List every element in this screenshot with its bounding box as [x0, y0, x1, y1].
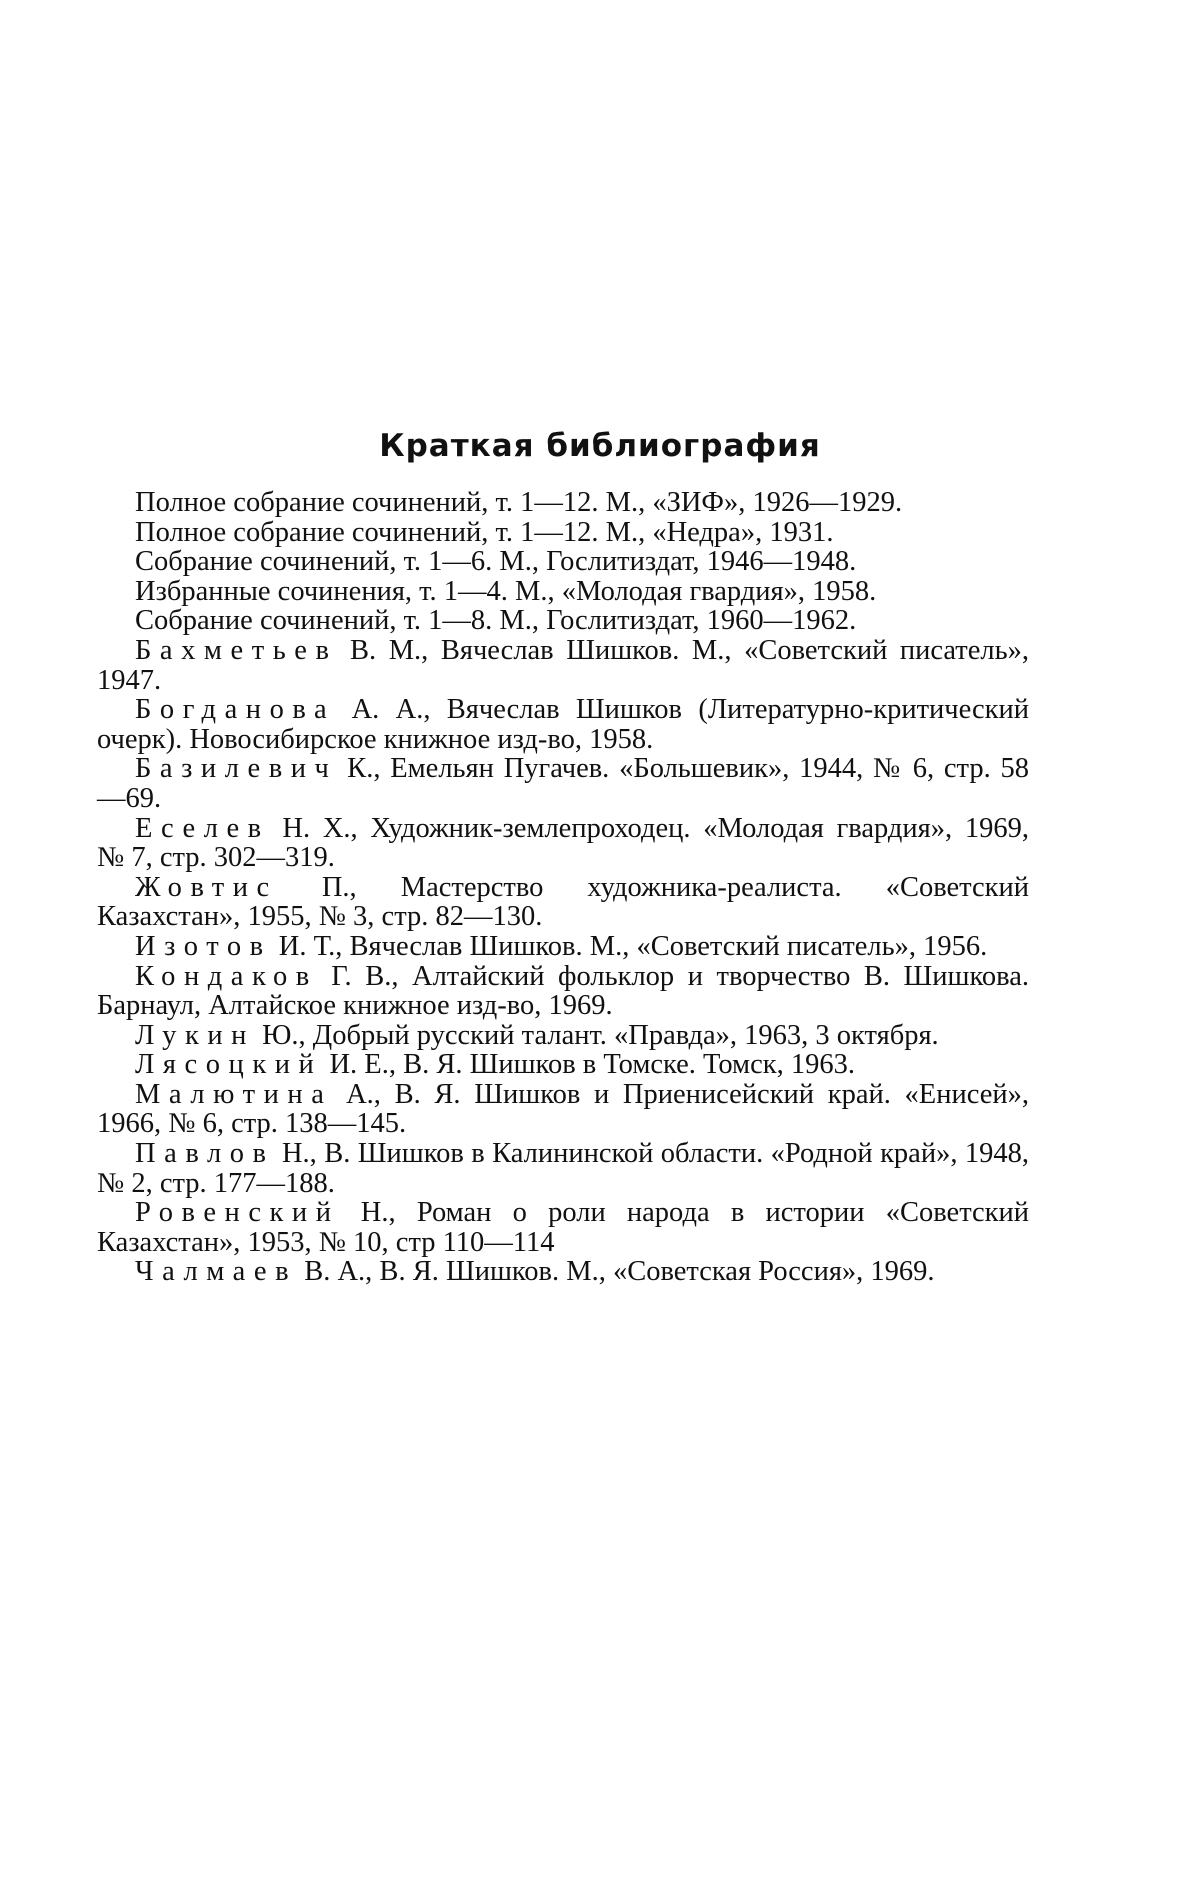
bibliography-entry: Еселев Н. Х., Художник-землепроходец. «Молодая гвардия», 1969, № 7, стр. 302—319.: [97, 812, 1029, 874]
author-name: Бахметьев: [135, 634, 338, 666]
bibliography-entry: Чалмаев В. А., В. Я. Шишков. М., «Советская Россия», 1969.: [135, 1256, 935, 1288]
author-name: Богданова: [135, 694, 336, 726]
bibliography-entry: Лясоцкий И. Е., В. Я. Шишков в Томске. Томск, 1963.: [135, 1049, 855, 1081]
bibliography-entry: Собрание сочинений, т. 1—8. М., Гослитиздат, 1960—1962.: [135, 605, 857, 637]
bibliography-entry: Собрание сочинений, т. 1—6. М., Гослитиздат, 1946—1948.: [135, 546, 857, 578]
author-name: Кондаков: [135, 960, 318, 992]
author-name: Базилевич: [135, 753, 338, 785]
bibliography-entry: Жовтис П., Мастерство художника-реалиста. «Советский Казахстан», 1955, № 3, стр. 82—130.: [97, 871, 1029, 933]
author-name: Малютина: [135, 1078, 333, 1110]
bibliography-entry: Полное собрание сочинений, т. 1—12. М., «Недра», 1931.: [135, 516, 834, 548]
bibliography-entry: Павлов Н., В. Шишков в Калининской области. «Родной край», 1948, № 2, стр. 177—188.: [97, 1138, 1029, 1199]
bibliography-entry: Богданова А. А., Вячеслав Шишков (Литературно-критический очерк). Новосибирское книжное изд-во, 1958.: [97, 694, 1029, 755]
bibliography-title: Краткая библиография: [379, 428, 821, 464]
author-name: Чалмаев: [135, 1256, 298, 1288]
bibliography-entry: Ровенский Н., Роман о роли народа в истории «Советский Казахстан», 1953, № 10, стр 110—114: [97, 1197, 1029, 1258]
author-name: Ровенский: [135, 1197, 340, 1229]
author-name: Жовтис: [135, 871, 278, 903]
bibliography-entry: Лукин Ю., Добрый русский талант. «Правда», 1963, 3 октября.: [135, 1019, 939, 1051]
bibliography-entry: Бахметьев В. М., Вячеслав Шишков. М., «Советский писатель», 1947.: [97, 634, 1029, 696]
bibliography-entry: Базилевич К., Емельян Пугачев. «Большевик», 1944, № 6, стр. 58—69.: [97, 753, 1029, 814]
bibliography-entry: Кондаков Г. В., Алтайский фольклор и творчество В. Шишкова. Барнаул, Алтайское книжное изд-во, 1969.: [97, 960, 1029, 1022]
bibliography-entry: Полное собрание сочинений, т. 1—12. М., «ЗИФ», 1926—1929.: [135, 487, 903, 518]
bibliography-list: [97, 488, 1029, 1287]
bibliography-entry: Малютина А., В. Я. Шишков и Приенисейский край. «Енисей», 1966, № 6, стр. 138—145.: [97, 1078, 1029, 1140]
bibliography-entry: Изотов И. Т., Вячеслав Шишков. М., «Советский писатель», 1956.: [135, 930, 988, 962]
author-name: Еселев: [135, 812, 270, 844]
bibliography-entry: Избранные сочинения, т. 1—4. М., «Молодая гвардия», 1958.: [135, 575, 877, 607]
author-name: Павлов: [135, 1138, 275, 1170]
author-name: Лясоцкий: [135, 1049, 323, 1081]
author-name: Изотов: [135, 930, 272, 962]
author-name: Лукин: [135, 1019, 255, 1051]
